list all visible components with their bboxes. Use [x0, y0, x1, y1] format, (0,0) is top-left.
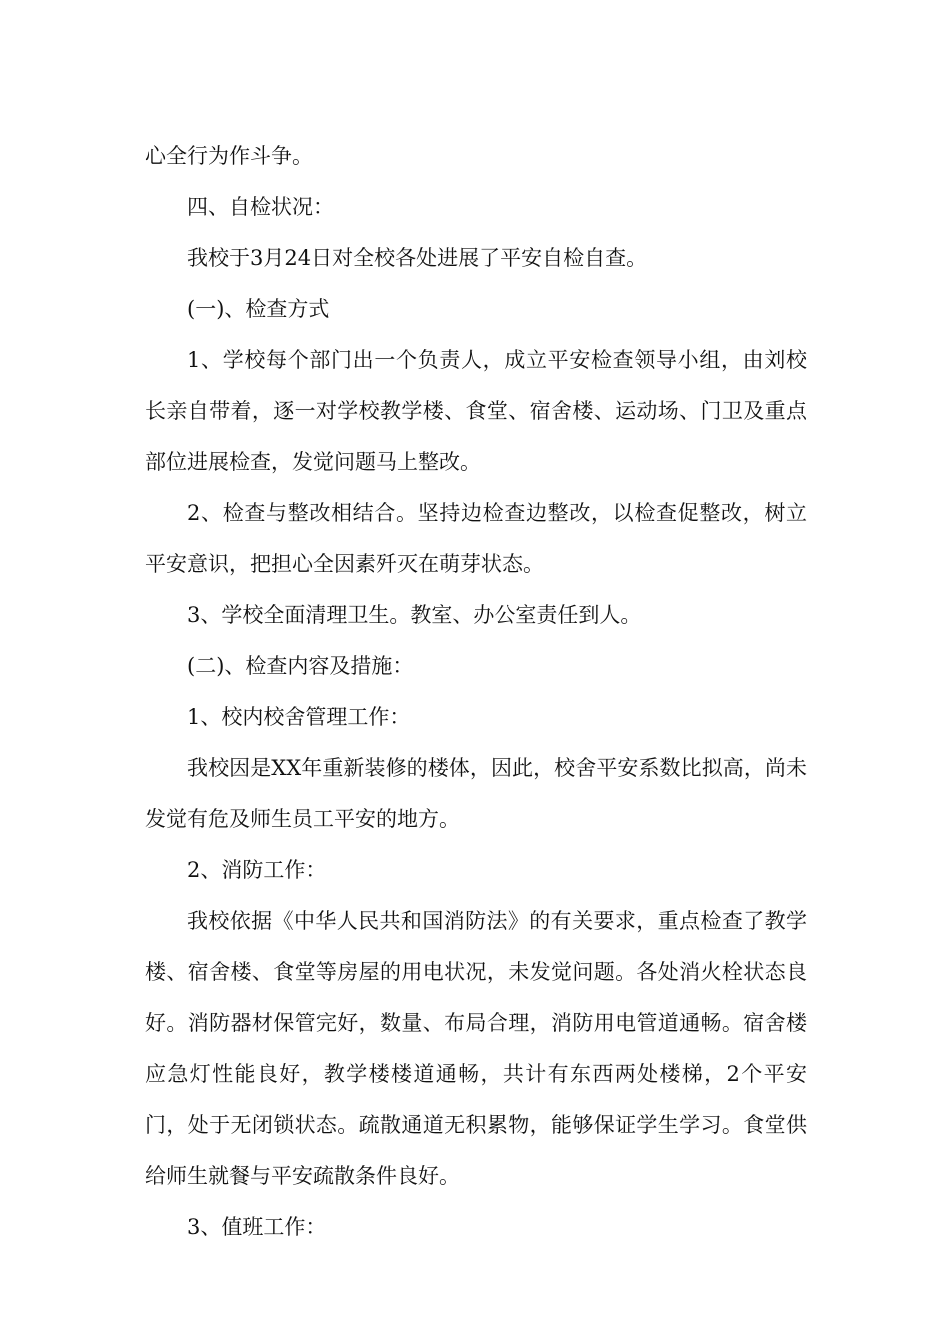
paragraph-building-management: 我校因是XX年重新装修的楼体，因此，校舍平安系数比拟高，尚未发觉有危及师生员工平安的地方。: [145, 756, 807, 831]
item-heading-fire-safety: 2、消防工作：: [187, 858, 327, 882]
subheading-inspection-content: (二)、检查内容及措施：: [187, 654, 414, 678]
paragraph-fire-safety: 我校依据《中华人民共和国消防法》的有关要求，重点检查了教学楼、宿舍楼、食堂等房屋的用电状况，未发觉问题。各处消火栓状态良好。消防器材保管完好，数量、布局合理，消防用电管道通畅。宿舍楼应急灯性能良好，教学楼楼道通畅，共计有东西两处楼梯，2个平安门，处于无闭锁状态。疏散通道无积累物，能够保证学生学习。食堂供给师生就餐与平安疏散条件良好。: [145, 909, 807, 1188]
paragraph-method-2: 2、检查与整改相结合。坚持边检查边整改，以检查促整改，树立平安意识，把担心全因素歼灭在萌芽状态。: [145, 501, 807, 576]
item-heading-building-management: 1、校内校舍管理工作：: [187, 705, 411, 729]
item-heading-duty-work: 3、值班工作：: [187, 1215, 327, 1239]
subheading-inspection-method: (一)、检查方式: [187, 297, 330, 321]
paragraph-method-3: 3、学校全面清理卫生。教室、办公室责任到人。: [187, 603, 642, 627]
section-heading-self-inspection: 四、自检状况：: [187, 195, 334, 219]
paragraph-method-1: 1、学校每个部门出一个负责人，成立平安检查领导小组，由刘校长亲自带着，逐一对学校教学楼、食堂、宿舍楼、运动场、门卫及重点部位进展检查，发觉问题马上整改。: [145, 348, 807, 474]
paragraph-continuation: 心全行为作斗争。: [145, 144, 313, 168]
paragraph-inspection-date: 我校于3月24日对全校各处进展了平安自检自查。: [187, 246, 648, 270]
document-body: [145, 131, 807, 1253]
